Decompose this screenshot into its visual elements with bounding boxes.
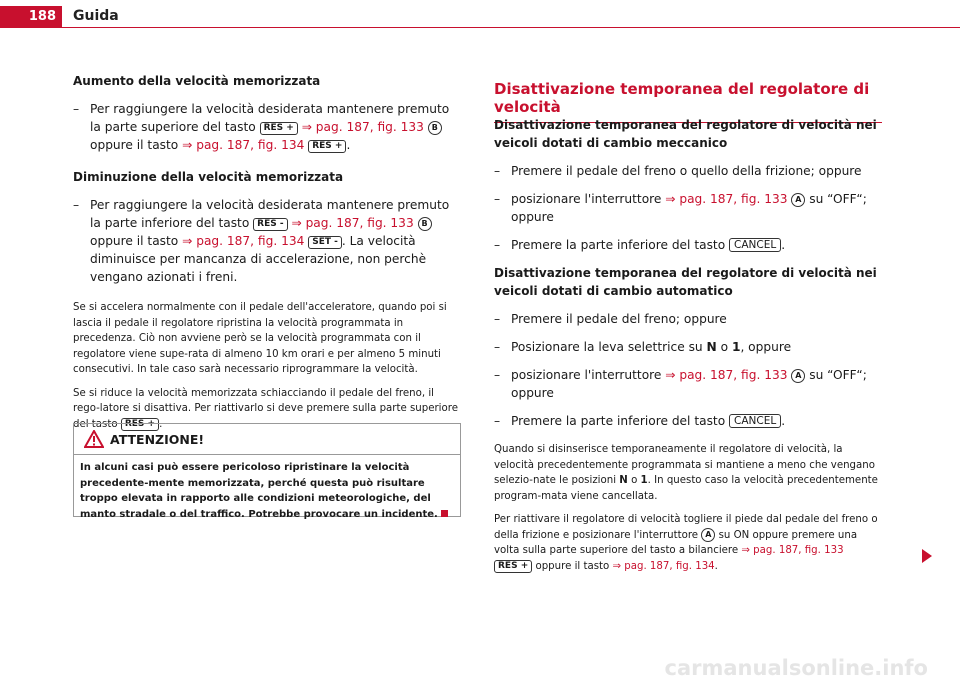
text: .	[714, 560, 718, 572]
marker-b-icon: B	[428, 121, 442, 135]
page-ref-link[interactable]: ⇒ pag. 187, fig. 133	[665, 192, 788, 206]
watermark: carmanualsonline.info	[664, 656, 928, 680]
page-ref-link[interactable]: ⇒ pag. 187, fig. 133	[301, 120, 424, 134]
heading-aumento: Aumento della velocità memorizzata	[73, 74, 321, 88]
section-title: Disattivazione temporanea del regolatore di velocità	[494, 80, 882, 123]
list-item: – Premere la parte inferiore del tasto CANCEL .	[494, 238, 786, 252]
dash-bullet: –	[494, 340, 501, 354]
paragraph	[494, 512, 884, 574]
gear-n: N	[706, 340, 717, 354]
paragraph	[494, 442, 884, 504]
res-plus-key-icon: RES +	[260, 122, 298, 135]
page-ref-link[interactable]: ⇒ pag. 187, fig. 134	[182, 234, 305, 248]
warning-header	[74, 424, 460, 455]
dash-bullet: –	[494, 238, 501, 252]
text: o	[631, 475, 638, 486]
res-minus-key-icon: RES -	[253, 218, 287, 231]
page-ref-link[interactable]: ⇒ pag. 187, fig. 134	[182, 138, 305, 152]
subheading-manual: Disattivazione temporanea del regolatore di velocità nei veicoli dotati di cambio meccanico	[494, 118, 877, 150]
page-ref-link[interactable]: ⇒ pag. 187, fig. 133	[741, 545, 844, 556]
gear-1: 1	[731, 340, 741, 354]
text: oppure il tasto	[90, 138, 179, 152]
list-item	[494, 310, 884, 328]
dash-bullet: –	[494, 192, 501, 206]
dash-bullet: –	[73, 102, 80, 116]
paragraph: Se si riduce la velocità memorizzata schiacciando il pedale del freno, il rego-latore si disattiva. Per riattivarlo si deve premere sulla parte superiore del tasto RES + .	[73, 387, 458, 430]
warning-box	[73, 423, 461, 520]
text: Posizionare la leva selettrice su	[511, 340, 703, 354]
text: Quando si disinserisce temporaneamente il regolatore di velocità, la velocità precedentemente programmata si mantiene a meno che vengano selezio-nate le posizioni	[494, 444, 875, 486]
res-plus-key-icon: RES +	[494, 560, 532, 573]
text: posizionare l'interruttore	[511, 368, 662, 382]
dash-bullet: –	[73, 198, 80, 212]
page-ref-link[interactable]: ⇒ pag. 187, fig. 134	[612, 560, 715, 572]
text: Se si riduce la velocità memorizzata schiacciando il pedale del freno, il rego-latore si disattiva. Per riattivarlo si deve premere sulla parte superiore del tasto	[73, 387, 458, 430]
text: Premere la parte inferiore del tasto	[511, 414, 726, 428]
page-ref-link[interactable]: ⇒ pag. 187, fig. 133	[291, 216, 414, 230]
marker-b-icon: B	[418, 217, 432, 231]
text: , oppure	[740, 340, 792, 354]
warning-triangle-icon	[84, 430, 104, 452]
heading-diminuzione: Diminuzione della velocità memorizzata	[73, 170, 344, 184]
warning-title: ATTENZIONE!	[110, 432, 205, 447]
text: Per raggiungere la velocità desiderata mantenere premuto la parte superiore del tasto	[90, 102, 450, 134]
text: In alcuni casi può essere pericoloso ripristinare la velocità precedente-mente memorizzata, perché questa può risultare troppo elevata in rapporto alle condizioni meteorologiche, del manto stradale o del traffico. Potrebbe provocare un incidente.	[80, 462, 438, 520]
dash-bullet: –	[494, 164, 501, 178]
dash-bullet: –	[494, 368, 501, 382]
text: . La velocità diminuisce per mancanza di accelerazione, non perchè vengano azionati i freni.	[90, 234, 427, 284]
list-item	[494, 338, 884, 356]
text: Premere il pedale del freno; oppure	[511, 312, 727, 326]
left-column	[73, 72, 463, 440]
text: su “OFF“; oppure	[511, 368, 867, 400]
list-item	[494, 162, 884, 180]
footer	[0, 656, 960, 679]
cancel-key-icon: CANCEL	[729, 414, 781, 428]
page-ref-link[interactable]: ⇒ pag. 187, fig. 133	[665, 368, 788, 382]
page-title: Guida	[73, 8, 119, 24]
paragraph: Se si accelera normalmente con il pedale dell'acceleratore, quando poi si lascia il pedale il regolatore ripristina la velocità programmata in precedenza. Ciò non avviene però se la velocità programmata con il regolatore viene supe-rata di almeno 10 km orari e per almeno 5 minuti consecutivi. In tale caso sarà necessario riprogrammare la velocità.	[73, 302, 447, 375]
text: su ON oppure premere una volta sulla parte superiore del tasto a bilanciere	[494, 529, 858, 556]
text: Premere il pedale del freno o quello della frizione; oppure	[511, 164, 862, 178]
list-item	[494, 366, 884, 402]
text: . In questo caso la velocità precedentemente program-mata viene cancellata.	[494, 475, 878, 502]
res-plus-key-icon: RES +	[308, 140, 346, 153]
gear-1: 1	[640, 475, 648, 486]
end-square-icon	[441, 510, 448, 517]
text: oppure il tasto	[535, 560, 610, 572]
cancel-key-icon: CANCEL	[729, 238, 781, 252]
marker-a-icon: A	[701, 528, 715, 542]
text: oppure il tasto	[90, 234, 179, 248]
subheading-automatic: Disattivazione temporanea del regolatore di velocità nei veicoli dotati di cambio automatico	[494, 266, 877, 298]
header-rule	[62, 27, 960, 28]
list-item: – Per raggiungere la velocità desiderata mantenere premuto la parte superiore del tasto RES + ⇒ pag. 187, fig. 133 B oppure il tasto ⇒ pag. 187, fig. 134 RES + .	[73, 102, 450, 152]
dash-bullet: –	[494, 414, 501, 428]
text: posizionare l'interruttore	[511, 192, 662, 206]
list-item: – Premere la parte inferiore del tasto CANCEL .	[494, 414, 786, 428]
set-minus-key-icon: SET -	[308, 236, 342, 249]
text: su “OFF“; oppure	[511, 192, 867, 224]
res-plus-key-icon: RES +	[121, 418, 159, 431]
text: Per riattivare il regolatore di velocità togliere il piede dal pedale del freno o della frizione e posizionare l'interruttore	[494, 514, 878, 541]
page-number: 188	[0, 6, 62, 28]
gear-n: N	[619, 475, 628, 486]
list-item	[494, 190, 884, 226]
continue-arrow-icon	[922, 549, 932, 563]
marker-a-icon: A	[791, 369, 805, 383]
dash-bullet: –	[494, 312, 501, 326]
list-item	[73, 196, 463, 286]
warning-body	[74, 455, 460, 522]
text: Per raggiungere la velocità desiderata mantenere premuto la parte inferiore del tasto	[90, 198, 450, 230]
marker-a-icon: A	[791, 193, 805, 207]
page-header	[0, 0, 960, 28]
text: o	[720, 340, 729, 354]
right-column	[494, 116, 884, 582]
text: Premere la parte inferiore del tasto	[511, 238, 726, 252]
